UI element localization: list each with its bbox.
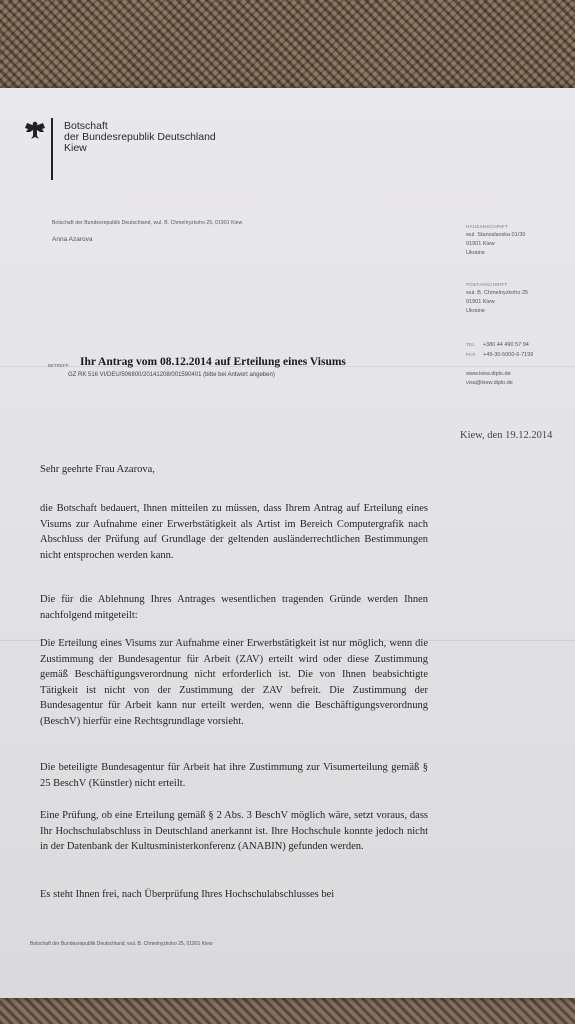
postal-address-label: POSTANSCHRIFT bbox=[466, 282, 508, 287]
body-paragraph: die Botschaft bedauert, Ihnen mitteilen zu müssen, dass Ihrem Antrag auf Erteilung eines Visums zur Aufnahme einer Erwerbstätigkeit als Artist im Bereich Computergrafik nach Abschluss der Prüfung auf Grundlage der geltenden ausländerrechtlichen Bestimmungen nicht entsprochen werden kann. bbox=[40, 503, 428, 561]
letter-date: Kiew, den 19.12.2014 bbox=[460, 430, 553, 441]
email-address: visa@kiew.diplo.de bbox=[466, 380, 513, 386]
tel-label: TEL bbox=[466, 342, 476, 347]
house-address-country: Ukraine bbox=[466, 250, 485, 256]
postal-address-street: wul. B. Chmelnyzkoho 25 bbox=[466, 290, 529, 296]
postal-address-city: 01901 Kiew bbox=[466, 299, 495, 305]
house-address-label: HAUSANSCHRIFT bbox=[466, 224, 509, 229]
house-address-street: wul. Stanoslavska 01/30 bbox=[466, 232, 526, 238]
letterhead-bar bbox=[51, 118, 53, 180]
fax-label: FAX bbox=[466, 352, 476, 357]
body-paragraph: Eine Prüfung, ob eine Erteilung gemäß § 2 Abs. 3 BeschV möglich wäre, setzt voraus, dass Ihr Hochschulabschluss in Deutschland anerkannt ist. Ihre Hochschule konnte jedoch nicht in der Datenbank der Kultusministerkonferenz (ANABIN) gefunden werden. bbox=[40, 810, 428, 853]
reference-number: GZ RK 516 VI/DEU/506800/20141208/001590401 (bitte bei Antwort angeben) bbox=[68, 372, 275, 378]
postal-address-block bbox=[466, 280, 528, 316]
letterhead-line-1: Botschaft bbox=[64, 120, 108, 132]
house-address-city: 01901 Kiew bbox=[466, 241, 495, 247]
carpet-background-top bbox=[0, 0, 575, 92]
website-link: www.kiew.diplo.de bbox=[466, 371, 511, 377]
recipient-name: Anna Azarova bbox=[52, 236, 93, 243]
letterhead-line-3: Kiew bbox=[64, 142, 87, 154]
carpet-background-bottom bbox=[0, 995, 575, 1024]
fax-number: +49-30-5000-6-7199 bbox=[483, 352, 534, 358]
letterhead-line-2: der Bundesrepublik Deutschland bbox=[64, 131, 216, 143]
federal-eagle-icon bbox=[24, 120, 46, 140]
postal-address-country: Ukraine bbox=[466, 308, 485, 314]
contact-block bbox=[466, 340, 533, 388]
tel-number: +380 44 490 57 94 bbox=[482, 342, 529, 348]
body-paragraph: Es steht Ihnen frei, nach Überprüfung Ihres Hochschulabschlusses bei bbox=[40, 889, 335, 900]
subject-line: Ihr Antrag vom 08.12.2014 auf Erteilung eines Visums bbox=[80, 356, 346, 368]
sender-address-line: Botschaft der Bundesrepublik Deutschland, wul. B. Chmelnyzkoho 25, 01901 Kiew bbox=[52, 220, 243, 226]
body-paragraph: Die beteiligte Bundesagentur für Arbeit hat ihre Zustimmung zur Visumerteilung gemäß § 25 BeschV (Künstler) nicht erteilt. bbox=[40, 762, 428, 789]
body-paragraph: Die Erteilung eines Visums zur Aufnahme einer Erwerbstätigkeit ist nur möglich, wenn die Zustimmung der Bundesagentur für Arbeit (ZAV) erteilt wird oder diese Zustimmung gemäß Beschäftigungsverordnung nicht erforderlich ist. Die von Ihnen beabsichtigte Tätigkeit ist nicht von der Zustimmung der ZAV befreit. Die Zustimmung der Bundesagentur für Arbeit kann nur erteilt werden, wenn die Beschäftigungsverordnung (BeschV) hierfür eine Rechtsgrundlage vorsieht. bbox=[40, 638, 428, 727]
subject-tag: BETREFF bbox=[48, 363, 69, 368]
footer-address: Botschaft der Bundesrepublik Deutschland, wul. B. Chmelnyzkoho 25, 01901 Kiew bbox=[30, 941, 213, 947]
body-paragraph: Die für die Ablehnung Ihres Antrages wesentlichen tragenden Gründe werden Ihnen nachfolgend mitgeteilt: bbox=[40, 594, 428, 621]
house-address-block bbox=[466, 222, 525, 258]
salutation: Sehr geehrte Frau Azarova, bbox=[40, 464, 155, 475]
